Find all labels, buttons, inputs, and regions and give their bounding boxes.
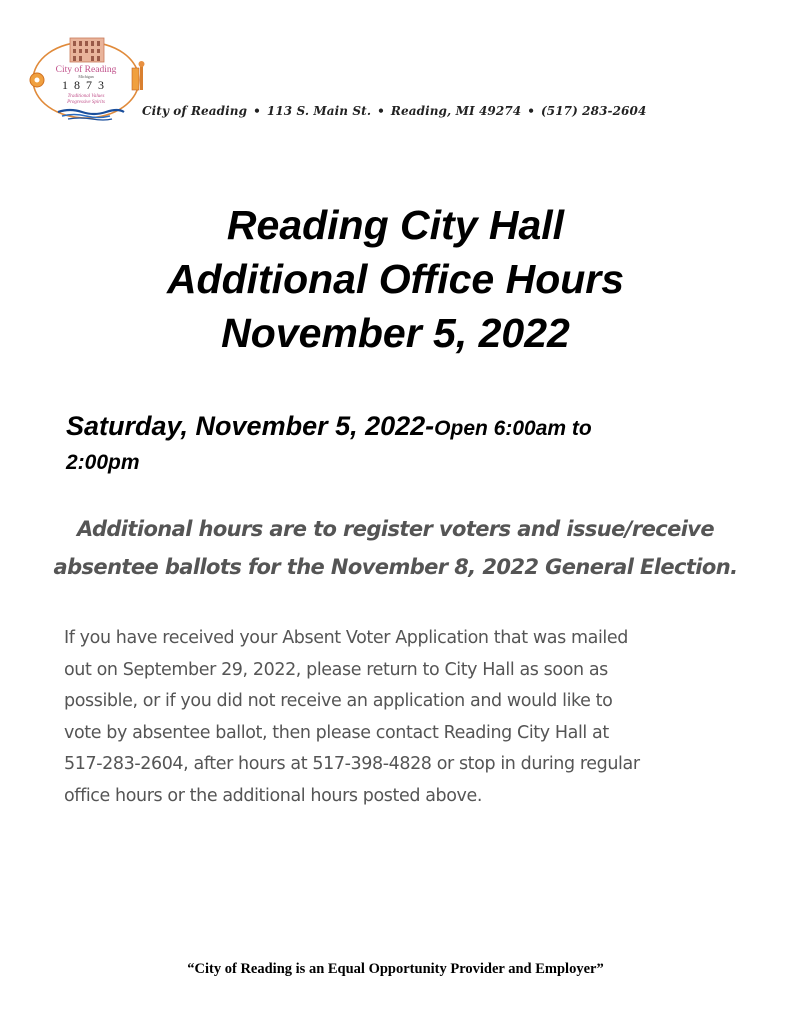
body-line: office hours or the additional hours posted above. [64, 785, 483, 806]
title-line-3: November 5, 2022 [221, 310, 570, 356]
separator-bullet: • [377, 104, 385, 118]
address-city-name: City of Reading [142, 104, 248, 118]
svg-text:Michigan: Michigan [78, 74, 94, 79]
letterhead-address [142, 104, 646, 118]
page-title [0, 198, 791, 360]
title-line-2: Additional Office Hours [166, 256, 625, 302]
svg-text:Traditional Values: Traditional Values [67, 94, 105, 99]
city-seal-logo [28, 34, 152, 124]
address-street: 113 S. Main St. [266, 104, 372, 118]
logo-city-name: City of Reading [55, 65, 117, 75]
schedule-hours: Open 6:00am to [434, 417, 592, 440]
address-city-state-zip: Reading, MI 49274 [390, 104, 522, 118]
body-line: If you have received your Absent Voter Application that was mailed [64, 628, 628, 648]
title-line-1: Reading City Hall [226, 202, 565, 248]
svg-text:Progressive Spirits: Progressive Spirits [67, 100, 105, 105]
body-line: out on September 29, 2022, please return to City Hall as soon as [64, 659, 608, 680]
equal-opportunity-footer: “City of Reading is an Equal Opportunity Provider and Employer” [187, 961, 604, 977]
body-line: possible, or if you did not receive an application and would like to [64, 691, 613, 711]
body-line: vote by absentee ballot, then please contact Reading City Hall at [64, 722, 609, 743]
body-paragraph [64, 623, 784, 812]
city-seal-icon [28, 34, 152, 124]
separator-bullet: • [527, 104, 535, 118]
separator-bullet: • [253, 104, 261, 118]
schedule-block [66, 410, 746, 481]
logo-year: 1873 [62, 78, 110, 92]
schedule-hours-end: 2:00pm [66, 451, 140, 474]
schedule-day: Saturday, November 5, 2022- [66, 411, 435, 441]
notice-line-1: Additional hours are to register voters and issue/receive [76, 517, 715, 541]
notice-line-2: absentee ballots for the November 8, 2022 General Election. [53, 555, 738, 579]
notice-heading [0, 510, 791, 586]
address-phone: (517) 283-2604 [541, 104, 647, 118]
body-line: 517-283-2604, after hours at 517-398-4828 or stop in during regular [64, 754, 640, 774]
